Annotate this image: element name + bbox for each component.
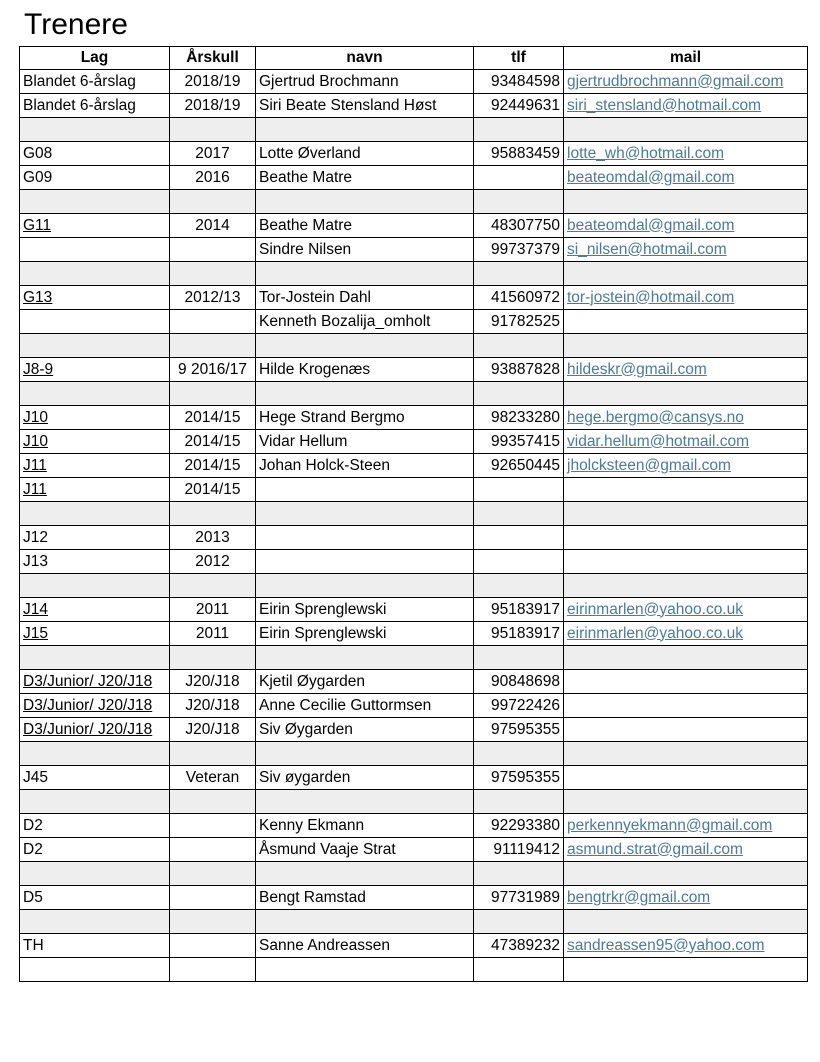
separator-cell	[564, 262, 808, 286]
navn-cell: Johan Holck-Steen	[256, 454, 474, 478]
separator-cell	[256, 862, 474, 886]
separator-cell	[20, 910, 170, 934]
table-row	[20, 958, 808, 982]
separator-cell	[20, 334, 170, 358]
lag-cell: J15	[20, 622, 170, 646]
separator-cell	[474, 382, 564, 406]
mail-cell	[564, 310, 808, 334]
navn-cell	[256, 958, 474, 982]
lag-cell: J13	[20, 550, 170, 574]
lag-cell	[20, 310, 170, 334]
navn-cell: Gjertrud Brochmann	[256, 70, 474, 94]
separator-row	[20, 502, 808, 526]
tlf-cell	[474, 550, 564, 574]
tlf-cell: 95883459	[474, 142, 564, 166]
navn-cell	[256, 478, 474, 502]
separator-cell	[564, 382, 808, 406]
arskull-cell	[170, 886, 256, 910]
mail-cell[interactable]: eirinmarlen@yahoo.co.uk	[564, 622, 808, 646]
separator-cell	[170, 742, 256, 766]
mail-cell	[564, 478, 808, 502]
separator-cell	[170, 646, 256, 670]
mail-cell[interactable]: si_nilsen@hotmail.com	[564, 238, 808, 262]
separator-cell	[170, 334, 256, 358]
lag-cell: J12	[20, 526, 170, 550]
lag-cell: D3/Junior/ J20/J18	[20, 694, 170, 718]
arskull-cell: 2012/13	[170, 286, 256, 310]
lag-cell: J45	[20, 766, 170, 790]
separator-cell	[256, 574, 474, 598]
separator-cell	[564, 118, 808, 142]
mail-cell	[564, 526, 808, 550]
tlf-cell	[474, 166, 564, 190]
tlf-cell: 41560972	[474, 286, 564, 310]
tlf-cell: 47389232	[474, 934, 564, 958]
lag-cell: D5	[20, 886, 170, 910]
navn-cell: Lotte Øverland	[256, 142, 474, 166]
arskull-cell	[170, 238, 256, 262]
table-row	[20, 214, 808, 238]
navn-cell: Sanne Andreassen	[256, 934, 474, 958]
separator-row	[20, 382, 808, 406]
lag-cell: G09	[20, 166, 170, 190]
table-row	[20, 694, 808, 718]
header-lag: Lag	[20, 47, 170, 70]
header-tlf: tlf	[474, 47, 564, 70]
arskull-cell	[170, 934, 256, 958]
separator-cell	[256, 190, 474, 214]
mail-cell[interactable]: vidar.hellum@hotmail.com	[564, 430, 808, 454]
arskull-cell: 2017	[170, 142, 256, 166]
separator-row	[20, 910, 808, 934]
navn-cell: Vidar Hellum	[256, 430, 474, 454]
separator-cell	[20, 862, 170, 886]
separator-cell	[564, 862, 808, 886]
arskull-cell: 2014/15	[170, 430, 256, 454]
table-row	[20, 622, 808, 646]
separator-cell	[564, 502, 808, 526]
lag-cell: G11	[20, 214, 170, 238]
separator-cell	[170, 262, 256, 286]
tlf-cell	[474, 526, 564, 550]
arskull-cell: J20/J18	[170, 670, 256, 694]
mail-cell[interactable]: tor-jostein@hotmail.com	[564, 286, 808, 310]
arskull-cell: 2014/15	[170, 454, 256, 478]
separator-cell	[170, 118, 256, 142]
mail-cell[interactable]: asmund.strat@gmail.com	[564, 838, 808, 862]
separator-cell	[564, 790, 808, 814]
separator-cell	[170, 574, 256, 598]
mail-cell[interactable]: sandreassen95@yahoo.com	[564, 934, 808, 958]
tlf-cell: 99722426	[474, 694, 564, 718]
separator-cell	[256, 790, 474, 814]
table-row	[20, 766, 808, 790]
table-row	[20, 934, 808, 958]
separator-cell	[474, 862, 564, 886]
tlf-cell: 93484598	[474, 70, 564, 94]
lag-cell: G08	[20, 142, 170, 166]
tlf-cell	[474, 958, 564, 982]
separator-cell	[20, 574, 170, 598]
tlf-cell: 98233280	[474, 406, 564, 430]
separator-cell	[474, 910, 564, 934]
navn-cell: Åsmund Vaaje Strat	[256, 838, 474, 862]
lag-cell: TH	[20, 934, 170, 958]
navn-cell: Eirin Sprenglewski	[256, 598, 474, 622]
separator-cell	[564, 334, 808, 358]
navn-cell: Siv Øygarden	[256, 718, 474, 742]
separator-row	[20, 262, 808, 286]
table-row	[20, 670, 808, 694]
header-mail: mail	[564, 47, 808, 70]
navn-cell: Beathe Matre	[256, 166, 474, 190]
navn-cell: Tor-Jostein Dahl	[256, 286, 474, 310]
tlf-cell: 95183917	[474, 622, 564, 646]
navn-cell: Kenny Ekmann	[256, 814, 474, 838]
tlf-cell: 48307750	[474, 214, 564, 238]
mail-cell[interactable]: beateomdal@gmail.com	[564, 214, 808, 238]
arskull-cell: 2011	[170, 622, 256, 646]
tlf-cell: 99357415	[474, 430, 564, 454]
table-row	[20, 286, 808, 310]
separator-cell	[170, 382, 256, 406]
tlf-cell: 92650445	[474, 454, 564, 478]
separator-cell	[564, 910, 808, 934]
separator-row	[20, 190, 808, 214]
separator-cell	[20, 118, 170, 142]
header-navn: navn	[256, 47, 474, 70]
navn-cell: Siv øygarden	[256, 766, 474, 790]
arskull-cell: 2018/19	[170, 70, 256, 94]
table-row	[20, 406, 808, 430]
lag-cell: Blandet 6-årslag	[20, 94, 170, 118]
separator-cell	[474, 502, 564, 526]
separator-cell	[170, 790, 256, 814]
separator-row	[20, 862, 808, 886]
mail-cell[interactable]: eirinmarlen@yahoo.co.uk	[564, 598, 808, 622]
table-row	[20, 94, 808, 118]
separator-cell	[474, 118, 564, 142]
tlf-cell: 92449631	[474, 94, 564, 118]
tlf-cell: 95183917	[474, 598, 564, 622]
lag-cell: J14	[20, 598, 170, 622]
separator-cell	[564, 646, 808, 670]
tlf-cell: 93887828	[474, 358, 564, 382]
separator-row	[20, 742, 808, 766]
separator-cell	[256, 646, 474, 670]
arskull-cell: 2014	[170, 214, 256, 238]
tlf-cell: 90848698	[474, 670, 564, 694]
separator-cell	[474, 334, 564, 358]
separator-cell	[20, 382, 170, 406]
mail-cell[interactable]: siri_stensland@hotmail.com	[564, 94, 808, 118]
arskull-cell: Veteran	[170, 766, 256, 790]
table-row	[20, 814, 808, 838]
tlf-cell: 97731989	[474, 886, 564, 910]
separator-cell	[474, 574, 564, 598]
separator-cell	[564, 574, 808, 598]
separator-cell	[20, 646, 170, 670]
mail-cell[interactable]: perkennyekmann@gmail.com	[564, 814, 808, 838]
separator-cell	[170, 190, 256, 214]
lag-cell	[20, 238, 170, 262]
lag-cell: J11	[20, 454, 170, 478]
navn-cell: Kenneth Bozalija_omholt	[256, 310, 474, 334]
tlf-cell: 92293380	[474, 814, 564, 838]
separator-cell	[20, 502, 170, 526]
tlf-cell: 91119412	[474, 838, 564, 862]
separator-cell	[170, 910, 256, 934]
table-row	[20, 550, 808, 574]
lag-cell: J8-9	[20, 358, 170, 382]
lag-cell: D2	[20, 838, 170, 862]
trainers-table	[19, 46, 808, 982]
separator-row	[20, 646, 808, 670]
arskull-cell: 2011	[170, 598, 256, 622]
separator-cell	[256, 118, 474, 142]
separator-cell	[256, 382, 474, 406]
arskull-cell	[170, 814, 256, 838]
tlf-cell: 97595355	[474, 718, 564, 742]
separator-cell	[474, 742, 564, 766]
navn-cell: Kjetil Øygarden	[256, 670, 474, 694]
separator-row	[20, 334, 808, 358]
arskull-cell: 2016	[170, 166, 256, 190]
table-row	[20, 718, 808, 742]
mail-cell	[564, 766, 808, 790]
navn-cell	[256, 550, 474, 574]
table-row	[20, 166, 808, 190]
separator-cell	[474, 262, 564, 286]
mail-cell	[564, 670, 808, 694]
mail-cell[interactable]: lotte_wh@hotmail.com	[564, 142, 808, 166]
separator-cell	[20, 262, 170, 286]
navn-cell: Sindre Nilsen	[256, 238, 474, 262]
tlf-cell	[474, 478, 564, 502]
page-title: Trenere	[24, 8, 128, 41]
navn-cell: Bengt Ramstad	[256, 886, 474, 910]
table-row	[20, 838, 808, 862]
lag-cell	[20, 958, 170, 982]
tlf-cell: 91782525	[474, 310, 564, 334]
arskull-cell: 2014/15	[170, 406, 256, 430]
mail-cell	[564, 718, 808, 742]
arskull-cell: 2014/15	[170, 478, 256, 502]
arskull-cell	[170, 838, 256, 862]
navn-cell: Hilde Krogenæs	[256, 358, 474, 382]
navn-cell: Eirin Sprenglewski	[256, 622, 474, 646]
table-row	[20, 238, 808, 262]
arskull-cell: 9 2016/17	[170, 358, 256, 382]
lag-cell: J11	[20, 478, 170, 502]
separator-cell	[474, 190, 564, 214]
table-row	[20, 310, 808, 334]
header-row	[20, 47, 808, 70]
arskull-cell: J20/J18	[170, 694, 256, 718]
navn-cell: Anne Cecilie Guttormsen	[256, 694, 474, 718]
lag-cell: J10	[20, 430, 170, 454]
lag-cell: J10	[20, 406, 170, 430]
separator-cell	[256, 262, 474, 286]
arskull-cell	[170, 310, 256, 334]
separator-cell	[256, 502, 474, 526]
separator-cell	[20, 742, 170, 766]
separator-cell	[170, 502, 256, 526]
lag-cell: D2	[20, 814, 170, 838]
navn-cell: Beathe Matre	[256, 214, 474, 238]
separator-row	[20, 790, 808, 814]
navn-cell: Hege Strand Bergmo	[256, 406, 474, 430]
separator-cell	[20, 790, 170, 814]
table-row	[20, 430, 808, 454]
table-row	[20, 70, 808, 94]
table-row	[20, 886, 808, 910]
arskull-cell: 2018/19	[170, 94, 256, 118]
table-row	[20, 358, 808, 382]
separator-cell	[170, 862, 256, 886]
arskull-cell	[170, 958, 256, 982]
separator-cell	[256, 742, 474, 766]
separator-row	[20, 118, 808, 142]
lag-cell: D3/Junior/ J20/J18	[20, 718, 170, 742]
separator-row	[20, 574, 808, 598]
lag-cell: D3/Junior/ J20/J18	[20, 670, 170, 694]
mail-cell[interactable]: bengtrkr@gmail.com	[564, 886, 808, 910]
lag-cell: G13	[20, 286, 170, 310]
separator-cell	[564, 742, 808, 766]
header-arskull: Årskull	[170, 47, 256, 70]
mail-cell	[564, 550, 808, 574]
table-body	[20, 70, 808, 982]
separator-cell	[256, 334, 474, 358]
mail-cell[interactable]: beateomdal@gmail.com	[564, 166, 808, 190]
mail-cell[interactable]: gjertrudbrochmann@gmail.com	[564, 70, 808, 94]
table-row	[20, 598, 808, 622]
mail-cell	[564, 958, 808, 982]
navn-cell: Siri Beate Stensland Høst	[256, 94, 474, 118]
table-row	[20, 526, 808, 550]
arskull-cell: 2012	[170, 550, 256, 574]
navn-cell	[256, 526, 474, 550]
separator-cell	[20, 190, 170, 214]
separator-cell	[474, 790, 564, 814]
mail-cell[interactable]: hildeskr@gmail.com	[564, 358, 808, 382]
separator-cell	[564, 190, 808, 214]
mail-cell[interactable]: hege.bergmo@cansys.no	[564, 406, 808, 430]
mail-cell	[564, 694, 808, 718]
table-row	[20, 142, 808, 166]
separator-cell	[474, 646, 564, 670]
separator-cell	[256, 910, 474, 934]
tlf-cell: 97595355	[474, 766, 564, 790]
table-row	[20, 478, 808, 502]
table-row	[20, 454, 808, 478]
lag-cell: Blandet 6-årslag	[20, 70, 170, 94]
mail-cell[interactable]: jholcksteen@gmail.com	[564, 454, 808, 478]
arskull-cell: J20/J18	[170, 718, 256, 742]
arskull-cell: 2013	[170, 526, 256, 550]
tlf-cell: 99737379	[474, 238, 564, 262]
